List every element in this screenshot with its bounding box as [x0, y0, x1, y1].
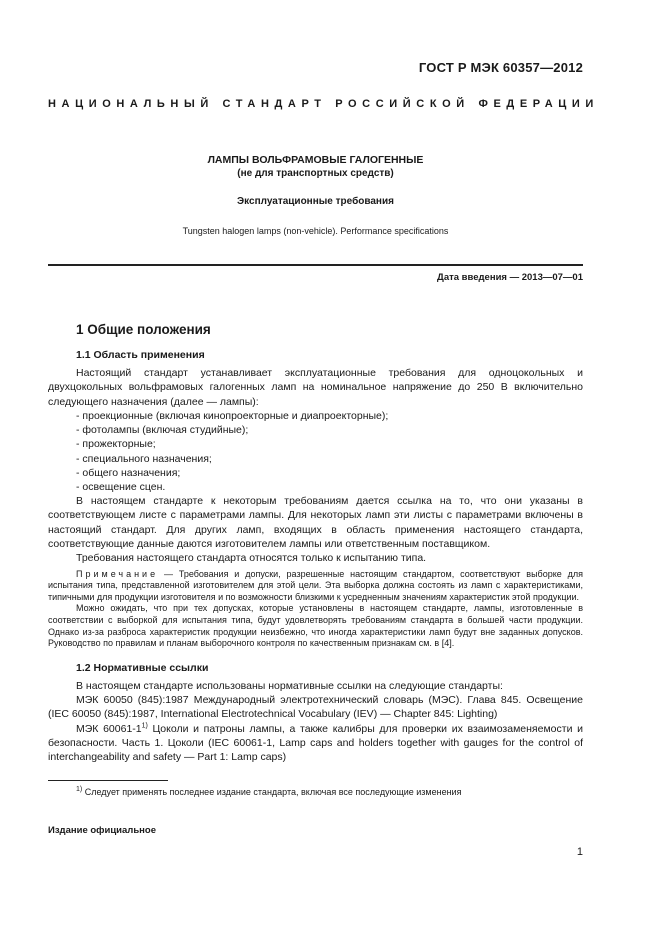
- document-subtitle: (не для транспортных средств): [237, 168, 394, 179]
- requirements-title: Эксплуатационные требования: [237, 196, 394, 207]
- scope-paragraph: Настоящий стандарт устанавливает эксплуатационные требования для одноцокольных и двухцокольных вольфрамовых галогенных ламп на номинальное напряжение до 250 В включительно следующего назначения (далее — лампы):: [48, 367, 583, 408]
- section-1-1-heading: 1.1 Область применения: [76, 349, 205, 361]
- note-label: Примечание: [76, 568, 159, 579]
- english-title: Tungsten halogen lamps (non-vehicle). Performance specifications: [182, 226, 449, 236]
- list-item: - проекционные (включая кинопроекторные и диапроекторные);: [76, 409, 583, 423]
- note-continuation: Можно ожидать, что при тех допусках, которые установлены в настоящем стандарте, лампы, изготовленные в соответствии с выборкой для испытания типа, будут удовлетворять требованиям стандарта в большей части продукции. Однако из-за разброса характеристик продукции неизбежно, что иногда характеристики ламп будут вне заданных допусков. Руководство по правилам и планам выборочного контроля по качественным признакам см. в [4].: [48, 603, 583, 649]
- reference-iec-60050: МЭК 60050 (845):1987 Международный электротехнический словарь (МЭС). Глава 845. Освещение (IEC 60050 (845):1987, International Electrotechnical Vocabulary (IEV) — Chapter 845: Lighting): [48, 694, 583, 721]
- footnote: [76, 786, 461, 797]
- section-1-heading: 1 Общие положения: [76, 322, 211, 337]
- note-text: — Требования и допуски, разрешенные настоящим стандартом, соответствуют выборке для испытания типа, представленной изготовителем для этой цели. Эта выборка должна состоять из ламп с характеристиками, типичными для продукции изготовителя и по возможности близкими к усредненным значениям характеристик этой продукции.: [48, 568, 583, 602]
- section-1-2-heading: 1.2 Нормативные ссылки: [76, 661, 209, 674]
- footnote-mark: 1): [76, 786, 83, 793]
- reference-paragraph: В настоящем стандарте к некоторым требованиям дается ссылка на то, что они указаны в соответствующем листе с параметрами лампы. Для некоторых ламп эти листы с параметрами включены в настоящий стандарт. Для других ламп, входящих в область применения настоящего стандарта, соответствующие данные даются изготовителем лампы или ответственным поставщиком.: [48, 495, 583, 550]
- footnote-text: Следует применять последнее издание стандарта, включая все последующие изменения: [82, 787, 462, 797]
- page-number: 1: [576, 846, 583, 858]
- list-item: - общего назначения;: [76, 466, 583, 480]
- list-item: - фотолампы (включая студийные);: [76, 423, 583, 437]
- main-content: [48, 322, 583, 765]
- lamp-types-list: [76, 409, 583, 494]
- normative-intro: В настоящем стандарте использованы нормативные ссылки на следующие стандарты:: [76, 679, 503, 692]
- national-standard-banner: НАЦИОНАЛЬНЫЙ СТАНДАРТ РОССИЙСКОЙ ФЕДЕРАЦИИ: [48, 98, 599, 110]
- list-item: - освещение сцен.: [76, 480, 583, 494]
- reference-id: МЭК 60061-1: [76, 722, 142, 735]
- type-test-paragraph: Требования настоящего стандарта относятся только к испытанию типа.: [76, 552, 427, 565]
- reference-text: Цоколи и патроны лампы, а также калибры для проверки их взаимозаменяемости и безопасности. Часть 1. Цоколи (IEC 60061-1, Lamp caps and holders together with gauges for the control of interchangeability and safety — Part 1: Lamp caps): [48, 722, 583, 764]
- document-title: ЛАМПЫ ВОЛЬФРАМОВЫЕ ГАЛОГЕННЫЕ: [207, 154, 424, 166]
- footnote-marker: 1): [141, 722, 148, 730]
- note-paragraph: [48, 569, 583, 604]
- standard-number: ГОСТ Р МЭК 60357—2012: [418, 60, 583, 75]
- introduction-date: Дата введения — 2013—07—01: [437, 272, 583, 283]
- header-divider: [48, 264, 583, 266]
- edition-label: Издание официальное: [48, 825, 156, 836]
- footnote-divider: [48, 780, 168, 781]
- list-item: - специального назначения;: [76, 452, 583, 466]
- reference-iec-60061: [48, 722, 583, 765]
- list-item: - прожекторные;: [76, 437, 583, 451]
